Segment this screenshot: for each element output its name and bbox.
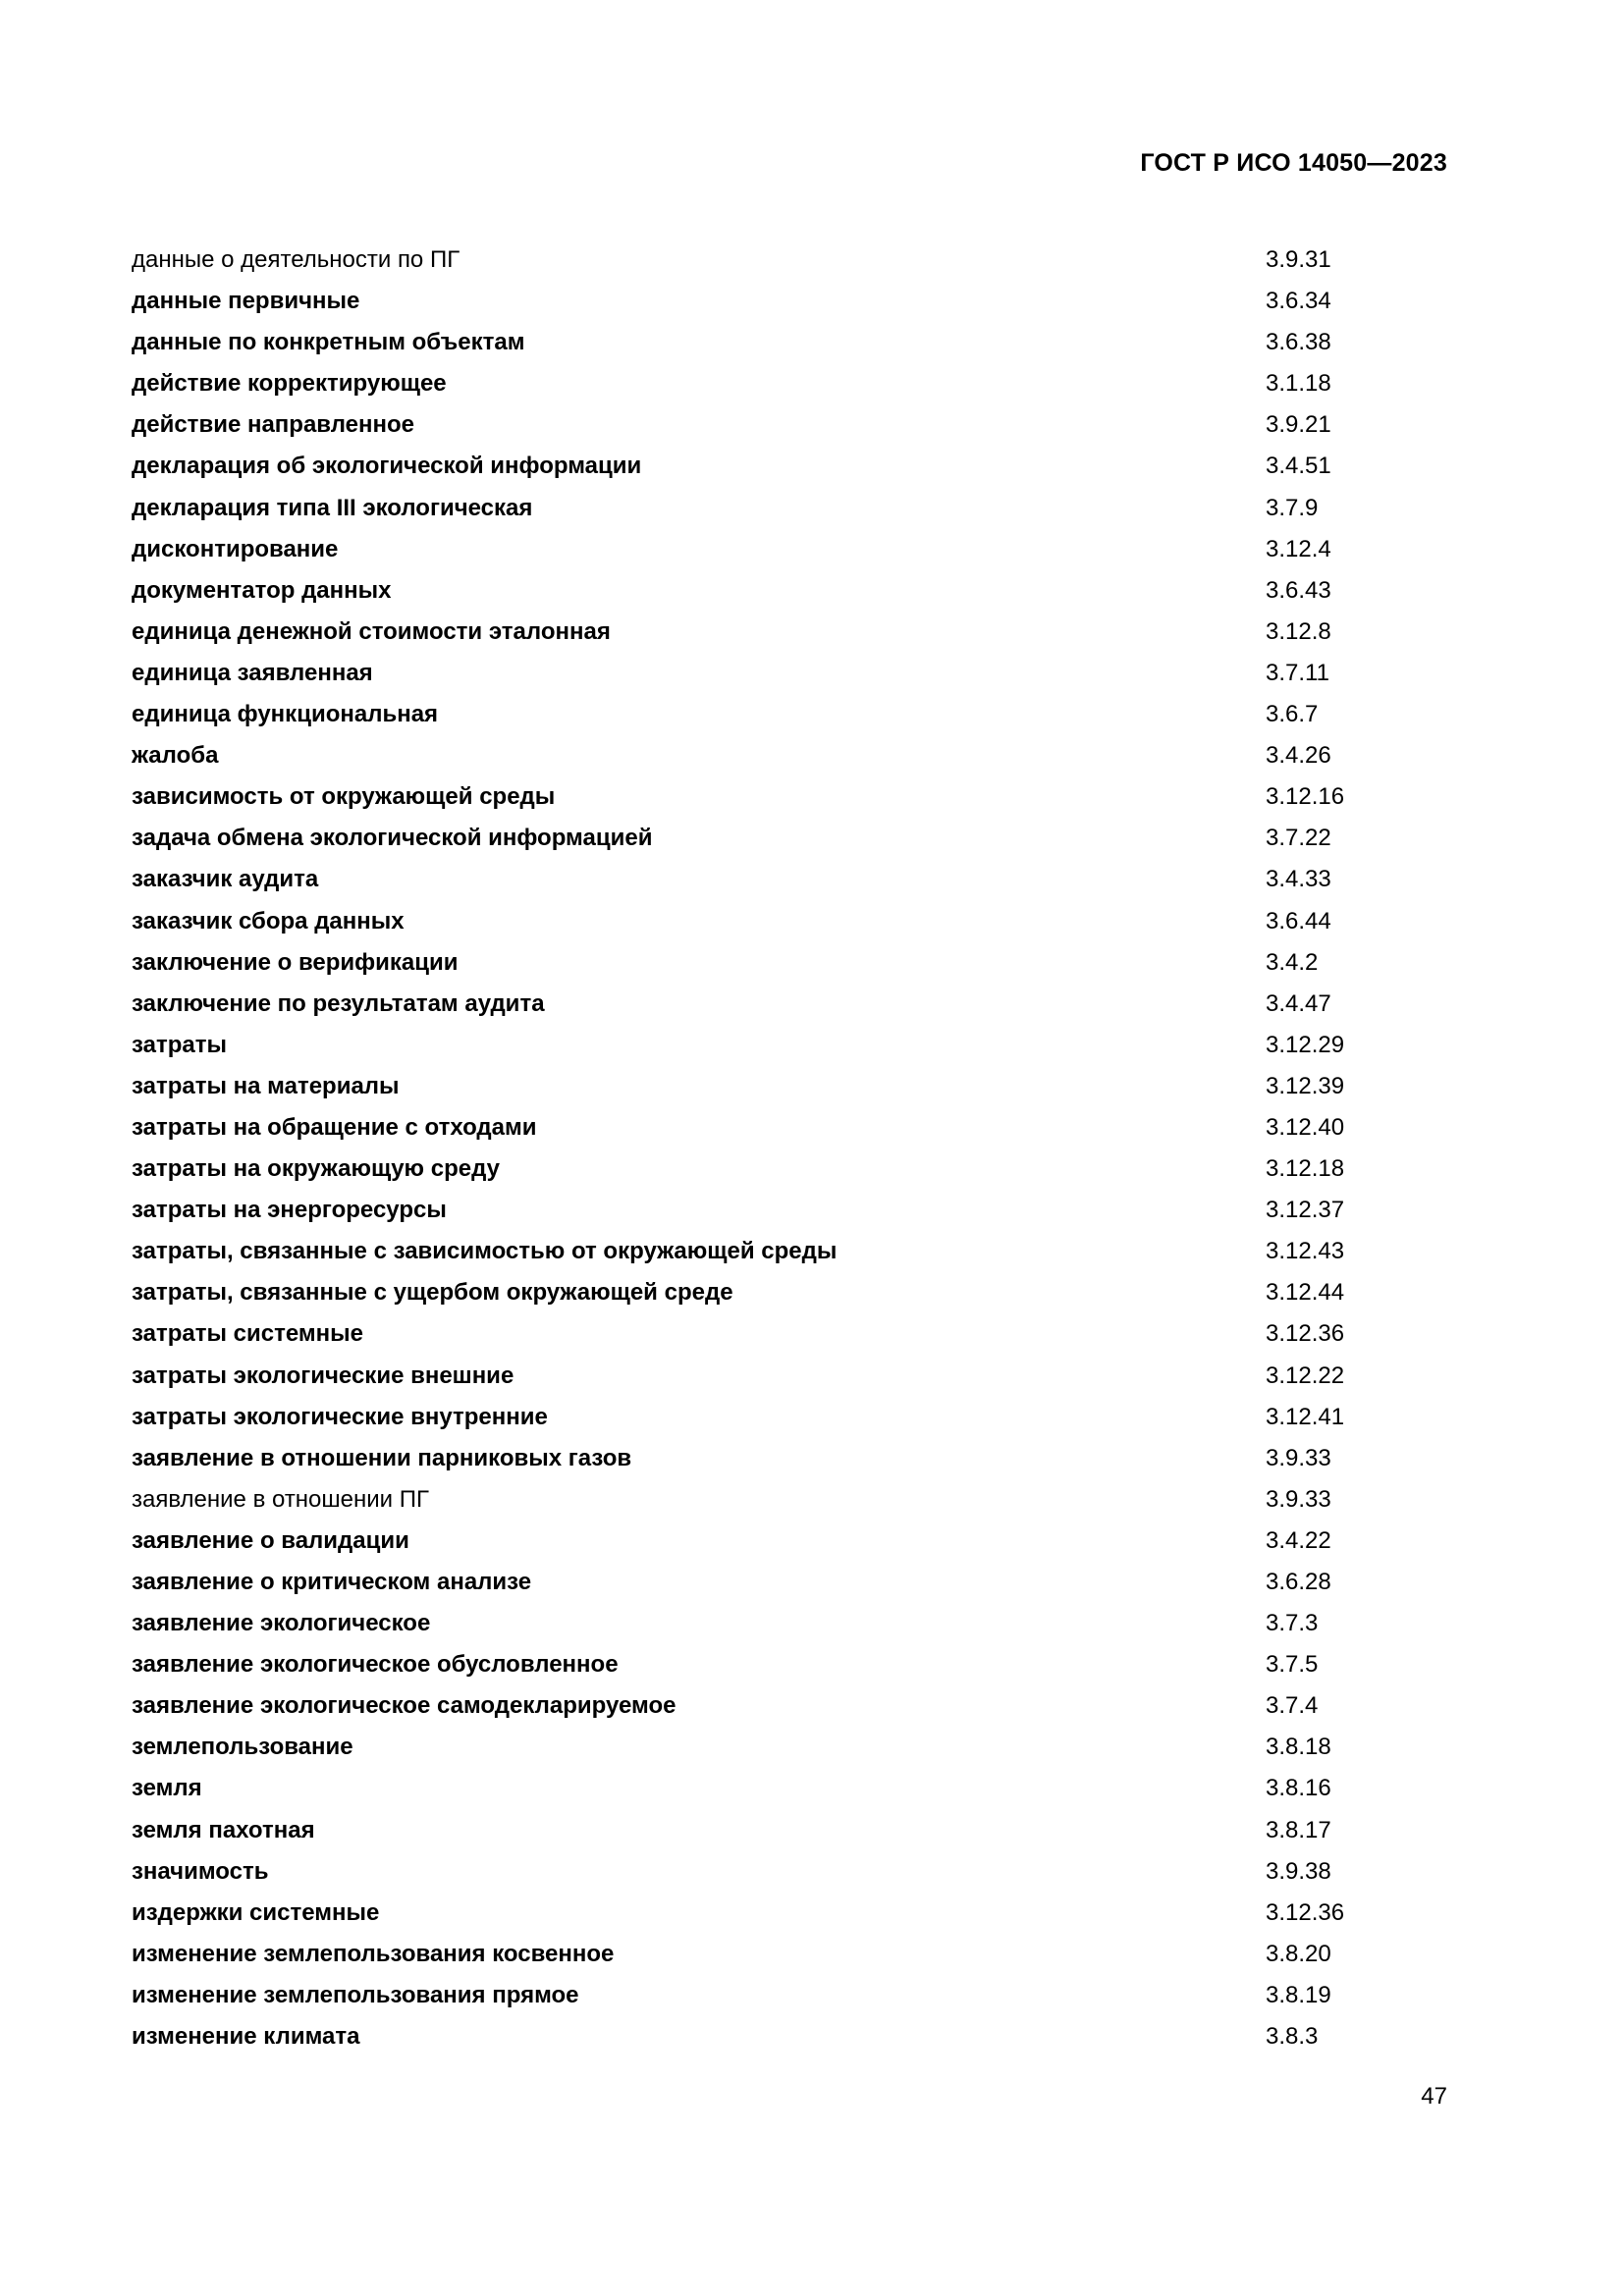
index-term: изменение землепользования косвенное — [132, 1940, 615, 1967]
index-reference: 3.7.22 — [1266, 825, 1331, 852]
index-reference: 3.12.40 — [1266, 1113, 1345, 1141]
index-term: действие корректирующее — [132, 370, 447, 398]
index-entry — [132, 1479, 1447, 1521]
index-term: затраты экологические внутренние — [132, 1403, 548, 1430]
index-term: заявление в отношении парниковых газов — [132, 1444, 632, 1471]
index-term: заявление экологическое самодекларируемое — [132, 1692, 677, 1720]
index-entry — [132, 1272, 1447, 1313]
index-term: заказчик аудита — [132, 866, 319, 893]
index-reference: 3.8.18 — [1266, 1734, 1331, 1761]
index-term: заявление о критическом анализе — [132, 1569, 532, 1595]
index-reference: 3.12.37 — [1266, 1197, 1345, 1224]
index-entry — [132, 1644, 1447, 1685]
index-entry — [132, 1397, 1447, 1438]
index-term: затраты на окружающую среду — [132, 1155, 500, 1183]
index-reference: 3.1.18 — [1266, 370, 1331, 398]
index-reference: 3.9.21 — [1266, 411, 1331, 439]
index-term: землепользование — [132, 1734, 353, 1761]
index-reference: 3.12.36 — [1266, 1320, 1345, 1348]
index-reference: 3.12.8 — [1266, 617, 1331, 645]
index-reference: 3.8.16 — [1266, 1775, 1331, 1802]
index-term: единица денежной стоимости эталонная — [132, 617, 611, 645]
index-entry — [132, 942, 1447, 984]
index-reference: 3.12.22 — [1266, 1362, 1345, 1389]
index-reference: 3.9.33 — [1266, 1444, 1331, 1471]
index-term: декларация об экологической информации — [132, 453, 642, 480]
index-entry — [132, 1768, 1447, 1809]
index-term: затраты экологические внешние — [132, 1362, 514, 1389]
page-number: 47 — [1421, 2083, 1447, 2109]
index-entry — [132, 1313, 1447, 1355]
index-entry — [132, 1148, 1447, 1190]
index-reference: 3.12.36 — [1266, 1898, 1345, 1926]
index-term: задача обмена экологической информацией — [132, 825, 653, 852]
index-reference: 3.7.4 — [1266, 1692, 1319, 1720]
index-term: затраты на энергоресурсы — [132, 1197, 447, 1224]
term-index-list — [132, 240, 1447, 2057]
index-reference: 3.6.44 — [1266, 907, 1331, 934]
index-entry — [132, 322, 1447, 363]
index-reference: 3.12.18 — [1266, 1155, 1345, 1183]
index-entry — [132, 570, 1447, 612]
index-term: затраты — [132, 1031, 227, 1058]
index-reference: 3.4.51 — [1266, 453, 1331, 480]
index-entry — [132, 1934, 1447, 1975]
index-reference: 3.7.5 — [1266, 1651, 1319, 1679]
index-term: земля пахотная — [132, 1816, 315, 1843]
index-term: заключение о верификации — [132, 948, 459, 976]
index-entry — [132, 1975, 1447, 2016]
index-entry — [132, 1521, 1447, 1562]
index-reference: 3.6.38 — [1266, 329, 1331, 356]
index-term: земля — [132, 1775, 202, 1802]
index-reference: 3.8.17 — [1266, 1816, 1331, 1843]
index-term: изменение землепользования прямое — [132, 1981, 579, 2008]
index-term: заключение по результатам аудита — [132, 989, 545, 1017]
index-entry — [132, 653, 1447, 694]
index-reference: 3.9.31 — [1266, 246, 1331, 273]
index-term: документатор данных — [132, 576, 392, 604]
index-entry — [132, 1107, 1447, 1148]
index-entry — [132, 281, 1447, 322]
index-term: единица заявленная — [132, 659, 373, 686]
index-entry — [132, 1727, 1447, 1768]
document-header: ГОСТ Р ИСО 14050—2023 — [1140, 149, 1447, 177]
index-reference: 3.8.20 — [1266, 1940, 1331, 1967]
index-reference: 3.9.33 — [1266, 1485, 1331, 1513]
index-entry — [132, 1893, 1447, 1934]
index-entry — [132, 240, 1447, 281]
index-entry — [132, 984, 1447, 1025]
index-term: декларация типа III экологическая — [132, 494, 533, 521]
index-term: затраты на обращение с отходами — [132, 1113, 537, 1141]
index-entry — [132, 818, 1447, 859]
index-reference: 3.4.22 — [1266, 1526, 1331, 1554]
index-entry — [132, 1603, 1447, 1644]
index-reference: 3.4.33 — [1266, 866, 1331, 893]
index-reference: 3.4.47 — [1266, 989, 1331, 1017]
index-reference: 3.6.28 — [1266, 1569, 1331, 1595]
index-reference: 3.6.43 — [1266, 576, 1331, 604]
index-term: действие направленное — [132, 411, 415, 439]
index-term: затраты, связанные с ущербом окружающей среде — [132, 1279, 733, 1307]
index-reference: 3.4.26 — [1266, 742, 1331, 770]
index-entry — [132, 1562, 1447, 1603]
index-entry — [132, 1231, 1447, 1272]
index-entry — [132, 363, 1447, 404]
index-entry — [132, 1851, 1447, 1893]
index-entry — [132, 694, 1447, 735]
index-entry — [132, 735, 1447, 776]
index-term: затраты, связанные с зависимостью от окружающей среды — [132, 1238, 838, 1265]
index-term: данные о деятельности по ПГ — [132, 246, 460, 273]
index-reference: 3.12.41 — [1266, 1403, 1345, 1430]
index-entry — [132, 1025, 1447, 1066]
index-reference: 3.7.11 — [1266, 659, 1329, 686]
index-reference: 3.12.44 — [1266, 1279, 1345, 1307]
index-entry — [132, 901, 1447, 942]
index-entry — [132, 859, 1447, 900]
index-entry — [132, 612, 1447, 653]
index-entry — [132, 1190, 1447, 1231]
index-reference: 3.6.34 — [1266, 288, 1331, 315]
index-reference: 3.9.38 — [1266, 1857, 1331, 1885]
index-entry — [132, 488, 1447, 529]
index-entry — [132, 1438, 1447, 1479]
index-term: заявление в отношении ПГ — [132, 1485, 429, 1513]
index-reference: 3.12.29 — [1266, 1031, 1345, 1058]
index-term: издержки системные — [132, 1898, 380, 1926]
index-reference: 3.4.2 — [1266, 948, 1319, 976]
index-reference: 3.7.3 — [1266, 1610, 1319, 1637]
index-entry — [132, 446, 1447, 487]
index-reference: 3.8.3 — [1266, 2023, 1319, 2051]
index-term: единица функциональная — [132, 701, 439, 728]
index-entry — [132, 776, 1447, 818]
index-term: зависимость от окружающей среды — [132, 783, 556, 811]
index-reference: 3.12.4 — [1266, 535, 1331, 562]
index-entry — [132, 1810, 1447, 1851]
index-term: дисконтирование — [132, 535, 339, 562]
index-term: данные первичные — [132, 288, 360, 315]
index-reference: 3.12.16 — [1266, 783, 1345, 811]
index-term: данные по конкретным объектам — [132, 329, 525, 356]
index-reference: 3.8.19 — [1266, 1981, 1331, 2008]
index-term: заявление о валидации — [132, 1526, 409, 1554]
index-entry — [132, 404, 1447, 446]
index-term: заказчик сбора данных — [132, 907, 405, 934]
index-term: затраты системные — [132, 1320, 363, 1348]
index-entry — [132, 1066, 1447, 1107]
index-term: жалоба — [132, 742, 219, 770]
index-term: значимость — [132, 1857, 269, 1885]
index-reference: 3.12.39 — [1266, 1072, 1345, 1099]
index-term: заявление экологическое — [132, 1610, 431, 1637]
index-term: изменение климата — [132, 2023, 360, 2051]
index-entry — [132, 1356, 1447, 1397]
index-entry — [132, 2016, 1447, 2057]
index-term: заявление экологическое обусловленное — [132, 1651, 619, 1679]
index-entry — [132, 529, 1447, 570]
index-reference: 3.12.43 — [1266, 1238, 1345, 1265]
index-reference: 3.7.9 — [1266, 494, 1319, 521]
index-reference: 3.6.7 — [1266, 701, 1319, 728]
index-entry — [132, 1685, 1447, 1727]
index-term: затраты на материалы — [132, 1072, 400, 1099]
